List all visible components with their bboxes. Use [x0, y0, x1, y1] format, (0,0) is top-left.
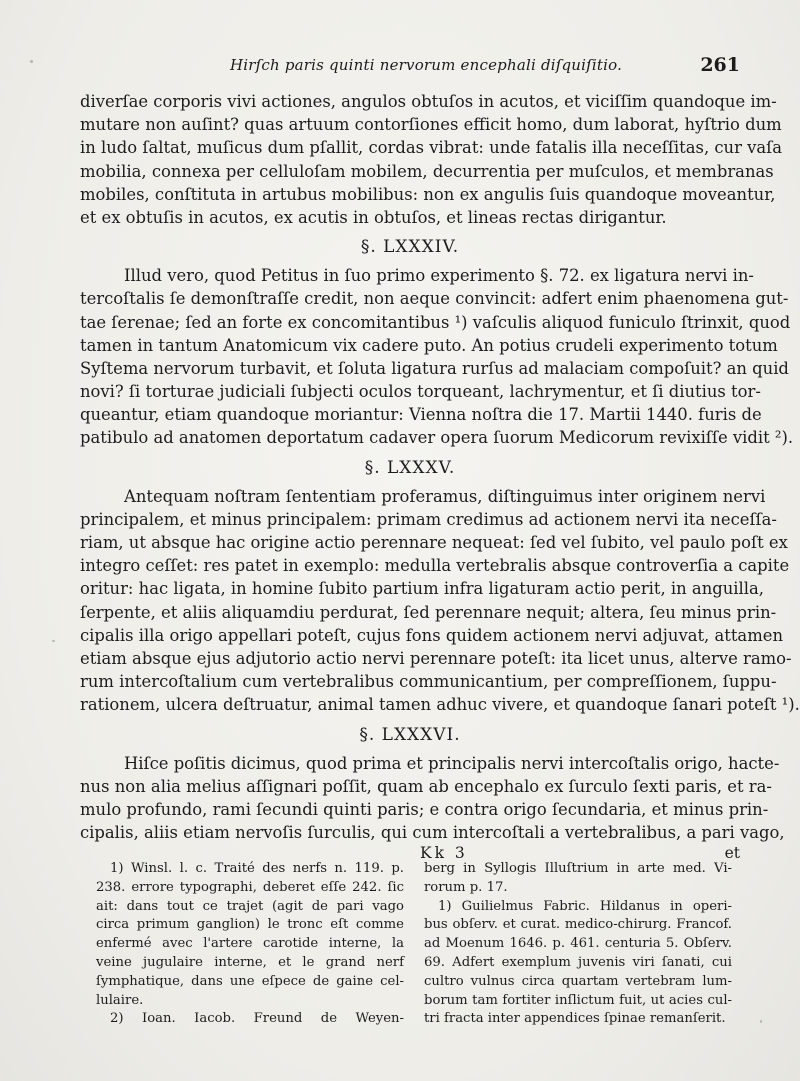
text-line: principalem, et minus principalem: primam credimus ad actionem nervi ita neceſſa- — [80, 509, 777, 529]
footnote-line: berg in Syllogis Illuſtrium in arte med. Vi- — [424, 861, 732, 876]
text-line: Syſtema nervorum turbavit, et ſoluta ligatura rurſus ad malaciam compoſuit? an quid — [80, 358, 789, 378]
text-line: tercoſtalis ſe demonſtraſſe credit, non aeque convincit: adfert enim phaenomena gut- — [80, 289, 789, 309]
section-heading: §. LXXXVI. — [359, 724, 461, 745]
text-line: Hiſce poſitis dicimus, quod prima et principalis nervi intercoſtalis origo, hacte- — [124, 753, 780, 773]
paper-speck — [30, 60, 33, 63]
section-heading: §. LXXXV. — [364, 457, 456, 478]
text-line: riam, ut absque hac origine actio perennare nequeat: ſed vel ſubito, vel paulo poſt ex — [80, 533, 788, 552]
footnote-line: 1) Guilielmus Fabric. Hildanus in operi- — [438, 898, 732, 914]
section-85-paragraph — [80, 485, 800, 717]
text-line: nus non alia melius aſſignari poſſit, quam ab encephalo ex ſurculo ſexti paris, et ra- — [80, 776, 772, 796]
text-line: mulo profundo, rami ſecundi quinti paris; e contra origo ſecundaria, et minus prin- — [80, 799, 769, 819]
page-header — [80, 52, 740, 80]
paper-speck — [52, 640, 55, 642]
text-line: cipalis, aliis etiam nervoſis ſurculis, qui cum intercoſtali a vertebralibus, a pari vago, — [80, 823, 785, 843]
footnote-column-left — [96, 860, 404, 1029]
text-line: rationem, ulcera deſtruatur, animal tamen adhuc vivere, et quandoque ſanari poteſt ¹). — [80, 695, 800, 715]
footnote-line: borum tam fortiter inſlictum fuit, ut acies cul- — [424, 992, 732, 1008]
running-title: Hirſch paris quinti nervorum encephali diſquiſitio. — [230, 56, 623, 74]
main-text — [80, 90, 800, 866]
footnote-line: ait: dans tout ce trajet (agit de pari vago — [96, 898, 404, 914]
text-line: et ex obtuſis in acutos, ex acutis in obtuſos, et lineas rectas dirigantur. — [80, 207, 667, 227]
footnote-line: bus obſerv. et curat. medico-chirurg. Francof. — [424, 917, 732, 933]
section-86-paragraph — [80, 752, 785, 845]
footnote-line: 1) Winsl. l. c. Traité des nerfs n. 119. p. — [110, 861, 404, 876]
footnote-line: enfermé avec l'artere carotide interne, la — [96, 936, 404, 952]
text-line: tamen in tantum Anatomicum vix cadere puto. An potius crudeli experimento totum — [80, 335, 778, 355]
section-84-paragraph — [80, 264, 794, 450]
footnote-line: 238. errore typographi, deberet eſſe 242. ſic — [96, 879, 404, 895]
catchword: et — [724, 844, 740, 863]
text-line: tae ſerenae; ſed an forte ex concomitantibus ¹) vaſculis aliquod funiculo ſtrinxit, quod — [80, 312, 791, 332]
footnote-line: 69. Adfert exemplum juvenis viri ſanati, cui — [424, 954, 732, 970]
text-line: in ludo ſaltat, muſicus dum pſallit, cordas vibrat: unde fatalis illa neceſſitas, cur vaſa — [80, 138, 783, 158]
page-number: 261 — [700, 54, 740, 76]
text-line: rum intercoſtalium cum vertebralibus communicantium, per compreſſionem, ſuppu- — [80, 672, 777, 692]
paragraph-continuation — [80, 90, 783, 229]
text-line: ſerpente, et aliis aliquamdiu perdurat, ſed perennare nequit; altera, ſeu minus prin- — [80, 602, 777, 622]
text-line: queantur, etiam quandoque moriantur: Vienna noſtra die 17. Martii 1440. furis de — [80, 405, 762, 425]
paper-speck — [772, 300, 774, 302]
section-heading: §. LXXXIV. — [360, 237, 460, 258]
footnote-line: veine jugulaire interne, et le grand nerf — [96, 954, 404, 970]
text-line: oritur: hac ligata, in homine ſubito partium infra ligaturam actio perit, in anguilla, — [80, 579, 765, 599]
footnote-line: 2) Ioan. Iacob. Freund de Weyen- — [110, 1011, 404, 1027]
footnote-line: ſymphatique, dans une eſpece de gaine cel- — [96, 973, 404, 989]
paper-speck — [760, 1020, 762, 1023]
text-line: mobiles, conſtituta in artubus mobilibus: non ex angulis ſuis quandoque moveantur, — [80, 184, 776, 204]
text-line: novi? ſi torturae judiciali ſubjecti oculos torqueant, lachrymentur, et ſi diutius tor- — [80, 382, 761, 402]
text-line: cipalis illa origo appellari poteſt, cujus fons quidem actionem nervi adjuvat, attamen — [80, 625, 783, 645]
footnote-line: circa primum ganglion) le tronc eſt comme — [96, 917, 404, 933]
signature-mark: Kk 3 — [420, 844, 468, 863]
footnote-line: lulaire. — [96, 992, 144, 1008]
text-line: mobilia, connexa per celluloſam mobilem, decurrentia per muſculos, et membranas — [80, 161, 774, 181]
footnote-column-right — [424, 860, 732, 1029]
text-line: Antequam noſtram ſententiam proferamus, diſtinguimus inter originem nervi — [124, 486, 766, 506]
footnote-line: tri fracta inter appendices ſpinae remanſerit. — [424, 1011, 726, 1027]
text-line: integro ceſſet: res patet in exemplo: medulla vertebralis absque controverſia a capite — [80, 556, 790, 576]
footnote-line: cultro vulnus circa quartam vertebram lum- — [424, 973, 732, 989]
footnote-line: ad Moenum 1646. p. 461. centuria 5. Obſerv. — [424, 936, 732, 952]
text-line: Illud vero, quod Petitus in ſuo primo experimento §. 72. ex ligatura nervi in- — [124, 266, 754, 286]
text-line: diverſae corporis vivi actiones, angulos obtuſos in acutos, et viciſſim quandoque im- — [80, 92, 777, 111]
text-line: mutare non auſint? quas artuum contorſiones efficit homo, dum laborat, hyſtrio dum — [80, 115, 782, 135]
text-line: patibulo ad anatomen deportatum cadaver opera ſuorum Medicorum revixiſſe vidit ²). — [80, 428, 794, 448]
footnote-line: rorum p. 17. — [424, 879, 508, 895]
text-line: etiam absque ejus adjutorio actio nervi perennare poteſt: ita licet unus, alterve ramo- — [80, 648, 792, 668]
